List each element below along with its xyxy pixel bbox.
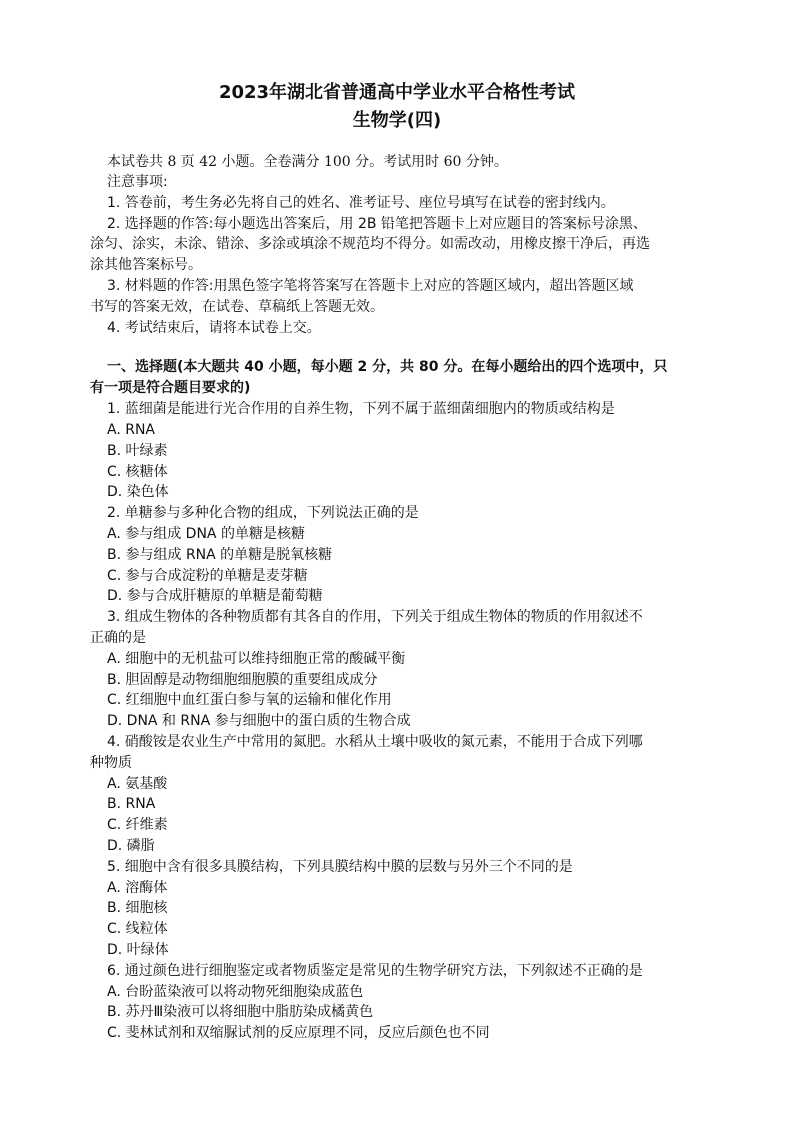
instructions-intro: 本试卷共 8 页 42 小题。全卷满分 100 分。考试用时 60 分钟。 xyxy=(107,154,508,170)
question-5-option-d: D. 叶绿体 xyxy=(107,942,169,958)
question-6-option-a: A. 台盼蓝染液可以将动物死细胞染成蓝色 xyxy=(107,984,364,1000)
question-1-option-a: A. RNA xyxy=(107,422,156,438)
section-heading-line-2: 有一项是符合题目要求的) xyxy=(90,380,251,396)
notice-item-2-line-2: 涂匀、涂实，未涂、错涂、多涂或填涂不规范均不得分。如需改动，用橡皮擦干净后，再选 xyxy=(90,236,650,252)
question-6-option-b: B. 苏丹Ⅲ染液可以将细胞中脂肪染成橘黄色 xyxy=(107,1004,374,1020)
section-heading-line-1: 一、选择题(本大题共 40 小题，每小题 2 分，共 80 分。在每小题给出的四个选项中，只 xyxy=(107,359,668,375)
question-1-option-d: D. 染色体 xyxy=(107,484,169,500)
question-4-option-a: A. 氨基酸 xyxy=(107,776,168,792)
question-3-option-a: A. 细胞中的无机盐可以维持细胞正常的酸碱平衡 xyxy=(107,651,406,667)
question-4-stem-line-2: 种物质 xyxy=(90,755,132,771)
question-5-option-a: A. 溶酶体 xyxy=(107,880,168,896)
question-4-stem-line-1: 4. 硝酸铵是农业生产中常用的氮肥。水稻从土壤中吸收的氮元素，不能用于合成下列哪 xyxy=(107,734,643,750)
notice-item-1: 1. 答卷前，考生务必先将自己的姓名、准考证号、座位号填写在试卷的密封线内。 xyxy=(107,195,615,211)
question-4-option-d: D. 磷脂 xyxy=(107,838,155,854)
question-1-option-c: C. 核糖体 xyxy=(107,464,168,480)
question-2-option-d: D. 参与合成肝糖原的单糖是葡萄糖 xyxy=(107,588,323,604)
question-5-stem: 5. 细胞中含有很多具膜结构，下列具膜结构中膜的层数与另外三个不同的是 xyxy=(107,859,573,875)
notice-item-3-line-2: 书写的答案无效，在试卷、草稿纸上答题无效。 xyxy=(90,299,384,315)
question-3-option-b: B. 胆固醇是动物细胞细胞膜的重要组成成分 xyxy=(107,672,378,688)
notice-item-3-line-1: 3. 材料题的作答:用黑色签字笔将答案写在答题卡上对应的答题区域内，超出答题区域 xyxy=(107,278,634,294)
question-3-stem-line-1: 3. 组成生物体的各种物质都有其各自的作用，下列关于组成生物体的物质的作用叙述不 xyxy=(107,609,643,625)
question-6-option-c: C. 斐林试剂和双缩脲试剂的反应原理不同，反应后颜色也不同 xyxy=(107,1025,490,1041)
question-6-stem: 6. 通过颜色进行细胞鉴定或者物质鉴定是常见的生物学研究方法，下列叙述不正确的是 xyxy=(107,963,643,979)
notice-item-4: 4. 考试结束后，请将本试卷上交。 xyxy=(107,320,321,336)
notice-item-2-line-1: 2. 选择题的作答:每小题选出答案后，用 2B 铅笔把答题卡上对应题目的答案标号涂黑、 xyxy=(107,216,647,232)
notice-item-2-line-3: 涂其他答案标号。 xyxy=(90,257,202,273)
question-5-option-b: B. 细胞核 xyxy=(107,900,168,916)
question-2-option-a: A. 参与组成 DNA 的单糖是核糖 xyxy=(107,526,305,542)
question-4-option-c: C. 纤维素 xyxy=(107,817,168,833)
question-4-option-b: B. RNA xyxy=(107,796,156,812)
question-2-option-c: C. 参与合成淀粉的单糖是麦芽糖 xyxy=(107,568,308,584)
question-3-option-d: D. DNA 和 RNA 参与细胞中的蛋白质的生物合成 xyxy=(107,713,411,729)
notice-label: 注意事项: xyxy=(107,174,168,190)
question-1-stem: 1. 蓝细菌是能进行光合作用的自养生物，下列不属于蓝细菌细胞内的物质或结构是 xyxy=(107,401,615,417)
question-3-option-c: C. 红细胞中血红蛋白参与氧的运输和催化作用 xyxy=(107,692,392,708)
question-1-option-b: B. 叶绿素 xyxy=(107,443,168,459)
question-2-option-b: B. 参与组成 RNA 的单糖是脱氧核糖 xyxy=(107,547,333,563)
question-5-option-c: C. 线粒体 xyxy=(107,921,168,937)
question-2-stem: 2. 单糖参与多种化合物的组成，下列说法正确的是 xyxy=(107,505,419,521)
exam-title: 2023年湖北省普通高中学业水平合格性考试 xyxy=(218,82,576,103)
exam-subtitle: 生物学(四) xyxy=(352,110,442,131)
question-3-stem-line-2: 正确的是 xyxy=(90,630,146,646)
